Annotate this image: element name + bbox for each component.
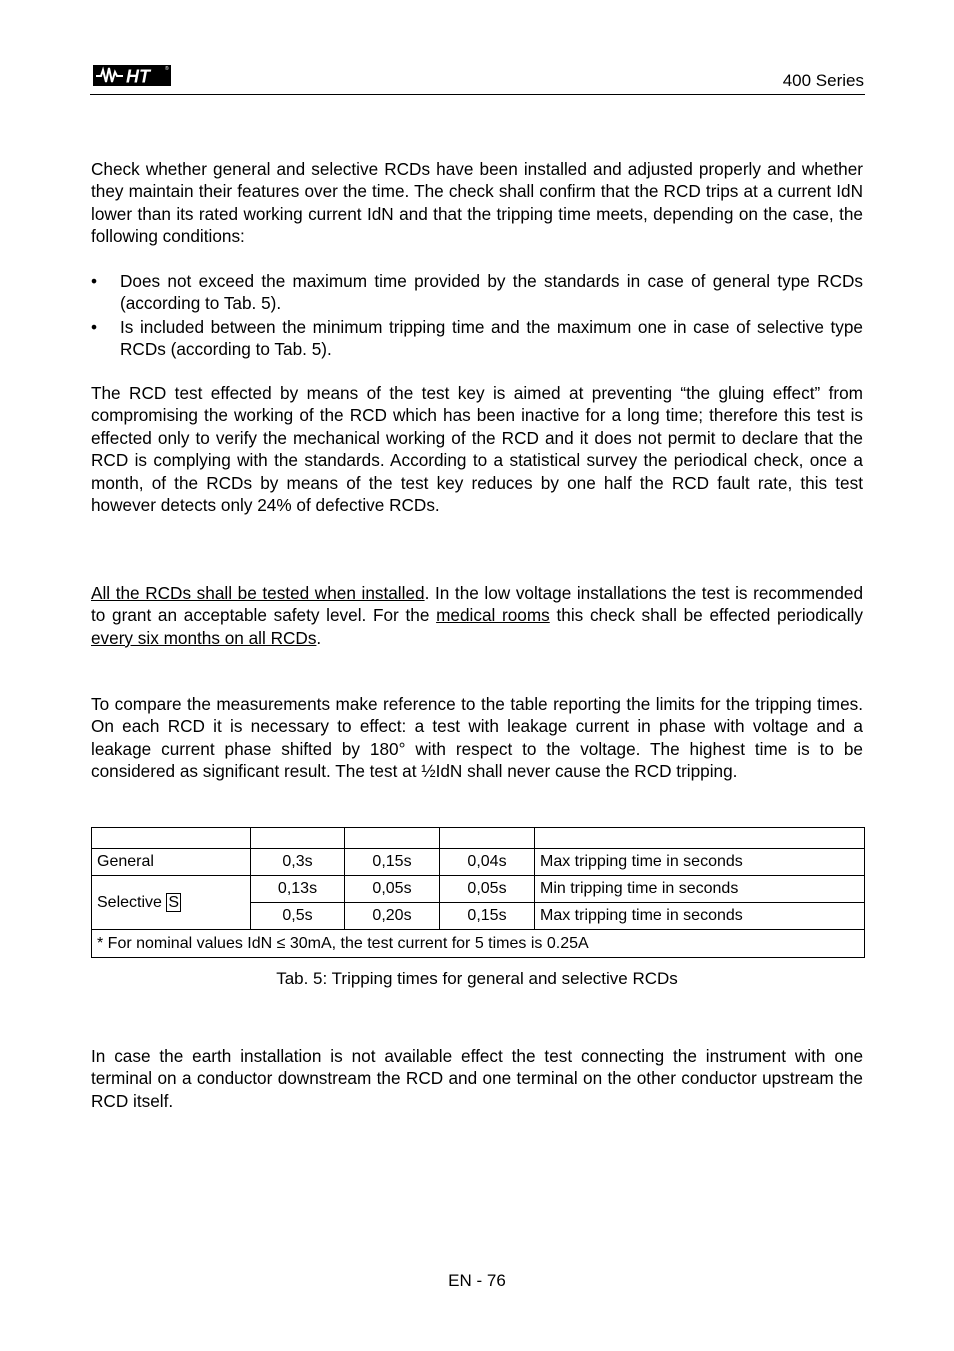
table-cell bbox=[251, 828, 345, 849]
table-cell: Min tripping time in seconds bbox=[535, 876, 865, 903]
intro-paragraph: Check whether general and selective RCDs have been installed and adjusted properly and whether they maintain their features over the time. The check shall confirm that the RCD trips at a current IdN lower than its rated working current IdN and that the tripping time meets, depending on the case, the following conditions: bbox=[91, 159, 863, 247]
table-cell bbox=[345, 828, 440, 849]
header-rule bbox=[90, 94, 865, 95]
table-cell bbox=[535, 828, 865, 849]
table-cell: 0,05s bbox=[345, 876, 440, 903]
series-label: 400 Series bbox=[782, 71, 864, 90]
table-cell: General bbox=[92, 849, 251, 876]
table-cell: 0,04s bbox=[440, 849, 535, 876]
list-item: • Does not exceed the maximum time provided by the standards in case of general type RCDs (according to Tab. 5). bbox=[91, 270, 863, 315]
table-cell: 0,05s bbox=[440, 876, 535, 903]
underlined-text: All the RCDs shall be tested when installed bbox=[91, 583, 425, 603]
table-header-row bbox=[92, 828, 865, 849]
selective-label: Selective bbox=[97, 893, 162, 911]
table-footnote: * For nominal values IdN ≤ 30mA, the test current for 5 times is 0.25A bbox=[92, 930, 865, 958]
table-footnote-row bbox=[92, 930, 865, 958]
table-caption: Tab. 5: Tripping times for general and selective RCDs bbox=[276, 969, 678, 988]
selective-symbol: S bbox=[168, 893, 180, 911]
text-span: this check shall be effected periodically bbox=[549, 605, 863, 626]
table-cell: Max tripping time in seconds bbox=[535, 903, 865, 930]
compare-paragraph: To compare the measurements make reference to the table reporting the limits for the tripping times. On each RCD it is necessary to effect: a test with leakage current in phase with voltage and a leakage current phase shifted by 180° with respect to the voltage. The highest time is to be considered as significant result. The test at ½IdN shall never cause the RCD tripping. bbox=[91, 694, 863, 782]
table-cell bbox=[440, 828, 535, 849]
underlined-text: every six months on all RCDs bbox=[91, 627, 317, 648]
list-item: • Is included between the minimum tripping time and the maximum one in case of selective type RCDs (according to Tab. 5). bbox=[91, 316, 863, 361]
test-key-paragraph: The RCD test effected by means of the test key is aimed at preventing “the gluing effect” from compromising the working of the RCD which has been inactive for a long time; therefore this test is effected only to verify the mechanical working of the RCD and it does not permit to declare that the RCD is complying with the standards. According to a statistical survey the periodical check, once a month, of the RCDs by means of the test key reduces by one half the RCD fault rate, this test however detects only 24% of defective RCDs. bbox=[91, 383, 863, 516]
page-number: EN - 76 bbox=[448, 1271, 506, 1290]
frequency-paragraph bbox=[91, 582, 863, 649]
table-cell: 0,13s bbox=[251, 876, 345, 903]
table-row bbox=[92, 876, 865, 903]
selective-label-cell bbox=[92, 876, 251, 930]
conditions-list bbox=[91, 270, 863, 362]
svg-text:HT: HT bbox=[126, 66, 150, 87]
table-cell bbox=[92, 828, 251, 849]
table-cell: 0,20s bbox=[345, 903, 440, 930]
svg-text:®: ® bbox=[165, 66, 169, 72]
text-span: . bbox=[316, 627, 322, 648]
tripping-times-table bbox=[91, 827, 865, 958]
earth-paragraph: In case the earth installation is not available effect the test connecting the instrument with one terminal on a conductor downstream the RCD and one terminal on the other conductor upstream the RCD itself. bbox=[91, 1046, 863, 1111]
table-cell: 0,5s bbox=[251, 903, 345, 930]
table-cell: 0,15s bbox=[345, 849, 440, 876]
table-cell: Max tripping time in seconds bbox=[535, 849, 865, 876]
table-cell: 0,15s bbox=[440, 903, 535, 930]
text-span: . In the low voltage installations the test is recommended to grant an acceptable safety level. For the bbox=[91, 583, 864, 626]
table-row bbox=[92, 849, 865, 876]
ht-logo bbox=[93, 62, 171, 88]
underlined-text: medical rooms bbox=[436, 605, 550, 626]
table-cell: 0,3s bbox=[251, 849, 345, 876]
